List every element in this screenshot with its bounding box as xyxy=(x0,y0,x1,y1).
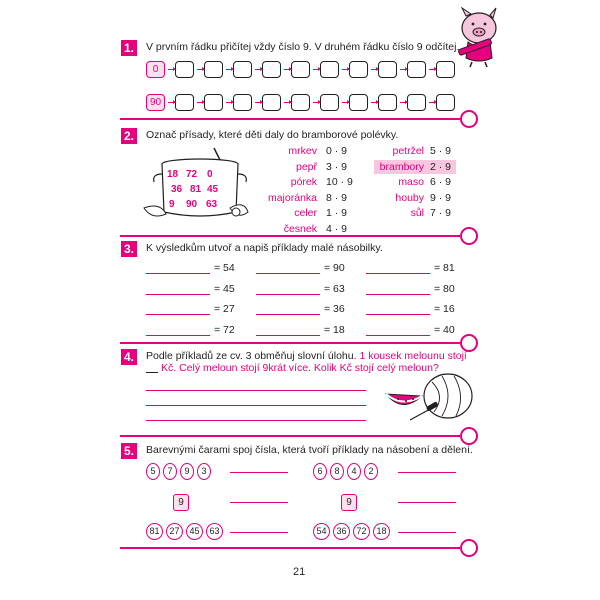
answer-line[interactable] xyxy=(230,502,288,503)
answer-box[interactable] xyxy=(349,61,368,78)
arrow-connector xyxy=(168,102,174,103)
answer-blank[interactable] xyxy=(146,314,210,315)
divider-ring xyxy=(460,227,478,245)
number-circle[interactable]: 6 xyxy=(313,463,327,480)
arrow-connector xyxy=(429,102,435,103)
task5-instruction: Barevnými čarami spoj čísla, která tvoří příklady na násobení a dělení. xyxy=(146,444,473,456)
number-circle[interactable]: 4 xyxy=(347,463,361,480)
answer-box[interactable] xyxy=(436,94,455,111)
number-circle[interactable]: 81 xyxy=(146,523,163,540)
answer-box[interactable] xyxy=(175,94,194,111)
ingredient-expr: 5 · 9 xyxy=(430,145,452,157)
arrow-connector xyxy=(255,69,261,70)
answer-box[interactable] xyxy=(262,94,281,111)
task4-line1 xyxy=(146,350,467,362)
arrow-connector xyxy=(342,102,348,103)
answer-blank[interactable] xyxy=(146,335,210,336)
result-value: = 27 xyxy=(214,303,235,315)
answer-line[interactable] xyxy=(398,532,456,533)
answer-box[interactable] xyxy=(378,61,397,78)
divider xyxy=(120,118,460,120)
answer-box[interactable] xyxy=(204,94,223,111)
arrow-connector xyxy=(313,102,319,103)
result-value: = 72 xyxy=(214,323,235,336)
arrow-connector xyxy=(284,69,290,70)
task4-line1-pink: 1 kousek melounu stojí xyxy=(359,350,467,362)
answer-blank[interactable] xyxy=(146,273,210,274)
number-circle[interactable]: 72 xyxy=(353,523,370,540)
ingredient-expr: 7 · 9 xyxy=(430,207,452,219)
ingredient-name[interactable]: pórek xyxy=(290,176,317,188)
arrow-connector xyxy=(284,102,290,103)
pot-number: 9 xyxy=(169,199,175,210)
answer-line[interactable] xyxy=(230,532,288,533)
answer-line[interactable] xyxy=(230,472,288,473)
number-circle[interactable]: 2 xyxy=(364,463,378,480)
answer-blank[interactable] xyxy=(256,314,320,315)
center-nine[interactable]: 9 xyxy=(173,494,189,511)
number-circle[interactable]: 18 xyxy=(373,523,390,540)
ingredient-expr: 10 · 9 xyxy=(326,176,353,188)
divider-ring xyxy=(460,110,478,128)
answer-blank[interactable] xyxy=(256,335,320,336)
result-value: = 90 xyxy=(324,262,345,274)
answer-box[interactable] xyxy=(407,61,426,78)
pot-number: 45 xyxy=(207,184,219,195)
answer-box[interactable] xyxy=(291,61,310,78)
pot-number: 81 xyxy=(190,184,202,195)
number-circle[interactable]: 8 xyxy=(330,463,344,480)
number-circle[interactable]: 36 xyxy=(333,523,350,540)
result-value: = 80 xyxy=(434,282,455,295)
arrow-connector xyxy=(371,69,377,70)
answer-box[interactable] xyxy=(175,61,194,78)
pot-number: 0 xyxy=(207,169,213,180)
ingredient-expr: 3 · 9 xyxy=(326,160,348,173)
ingredient-name[interactable]: mrkev xyxy=(288,145,317,157)
task3-instruction: K výsledkům utvoř a napiš příklady malé násobilky. xyxy=(146,242,383,254)
answer-blank[interactable] xyxy=(366,273,430,274)
pot-number: 36 xyxy=(171,184,183,195)
arrow-connector xyxy=(342,69,348,70)
answer-box[interactable] xyxy=(436,61,455,78)
divider-ring xyxy=(460,539,478,557)
ingredient-name[interactable]: majoránka xyxy=(267,191,317,204)
arrow-connector xyxy=(197,102,203,103)
arrow-connector xyxy=(226,102,232,103)
result-value: = 16 xyxy=(434,303,455,315)
watermelon-illustration xyxy=(380,368,475,423)
divider xyxy=(120,547,460,549)
answer-line[interactable] xyxy=(146,420,366,421)
answer-box[interactable] xyxy=(262,61,281,78)
task4-line2: Kč. Celý meloun stojí 9krát více. Kolik Kč stojí celý meloun? xyxy=(161,362,439,374)
answer-box[interactable] xyxy=(204,61,223,78)
task4-number: 4. xyxy=(121,349,137,365)
number-circle[interactable]: 45 xyxy=(186,523,203,540)
ingredient-expr: 0 · 9 xyxy=(326,145,348,157)
pot-number: 72 xyxy=(186,169,198,180)
task5-number: 5. xyxy=(121,443,137,459)
ingredient-expr: 1 · 9 xyxy=(326,207,348,219)
arrow-connector xyxy=(255,102,261,103)
row-start-box: 0 xyxy=(146,61,165,78)
ingredient-expr: 4 · 9 xyxy=(326,222,348,235)
answer-blank[interactable] xyxy=(256,273,320,274)
arrow-connector xyxy=(226,69,232,70)
number-circle[interactable]: 3 xyxy=(197,463,211,480)
result-value: = 54 xyxy=(214,262,235,274)
answer-line[interactable] xyxy=(398,472,456,473)
ingredient-name[interactable]: sůl xyxy=(410,207,424,219)
answer-box[interactable] xyxy=(320,61,339,78)
task4-line1-text: Podle příkladů ze cv. 3 obměňuj slovní úlohu. xyxy=(146,350,357,362)
ingredient-name[interactable]: houby xyxy=(395,191,424,204)
task2-number: 2. xyxy=(121,128,137,144)
ingredient-expr: 2 · 9 xyxy=(430,160,452,173)
task1-instruction: V prvním řádku přičítej vždy číslo 9. V druhém řádku číslo 9 odčítej. xyxy=(146,41,460,53)
answer-blank[interactable] xyxy=(366,294,430,295)
arrow-connector xyxy=(429,69,435,70)
ingredient-expr: 8 · 9 xyxy=(326,191,348,204)
number-circle[interactable]: 7 xyxy=(163,463,177,480)
task1-number: 1. xyxy=(121,40,137,56)
number-circle[interactable]: 9 xyxy=(180,463,194,480)
divider-ring xyxy=(460,427,478,445)
number-circle[interactable]: 27 xyxy=(166,523,183,540)
arrow-connector xyxy=(313,69,319,70)
task4-price-blank[interactable] xyxy=(146,372,158,373)
center-nine[interactable]: 9 xyxy=(341,494,357,511)
answer-box[interactable] xyxy=(349,94,368,111)
answer-line[interactable] xyxy=(146,405,366,406)
arrow-connector xyxy=(371,102,377,103)
answer-box[interactable] xyxy=(291,94,310,111)
page-number: 21 xyxy=(293,566,306,578)
pot-number: 18 xyxy=(167,169,179,180)
answer-blank[interactable] xyxy=(366,314,430,315)
divider xyxy=(120,435,460,437)
answer-blank[interactable] xyxy=(146,294,210,295)
answer-box[interactable] xyxy=(233,94,252,111)
answer-box[interactable] xyxy=(320,94,339,111)
answer-box[interactable] xyxy=(407,94,426,111)
result-value: = 18 xyxy=(324,323,345,336)
task3-number: 3. xyxy=(121,241,137,257)
number-circle[interactable]: 5 xyxy=(146,463,160,480)
answer-box[interactable] xyxy=(233,61,252,78)
ingredient-name[interactable]: brambory xyxy=(379,160,424,173)
arrow-connector xyxy=(168,69,174,70)
answer-line[interactable] xyxy=(398,502,456,503)
ingredient-name[interactable]: česnek xyxy=(283,222,317,235)
arrow-connector xyxy=(197,69,203,70)
result-value: = 36 xyxy=(324,303,345,315)
number-circle[interactable]: 63 xyxy=(206,523,223,540)
answer-box[interactable] xyxy=(378,94,397,111)
answer-line[interactable] xyxy=(146,390,366,391)
result-value: = 40 xyxy=(434,323,455,336)
pig-illustration xyxy=(452,6,507,68)
ingredient-expr: 6 · 9 xyxy=(430,176,452,188)
ingredient-name[interactable]: maso xyxy=(398,176,424,188)
ingredient-expr: 9 · 9 xyxy=(430,191,452,204)
arrow-connector xyxy=(400,102,406,103)
row-start-box: 90 xyxy=(146,94,165,111)
number-circle[interactable]: 54 xyxy=(313,523,330,540)
answer-blank[interactable] xyxy=(366,335,430,336)
divider xyxy=(120,235,460,237)
ingredient-name[interactable]: petržel xyxy=(392,145,424,157)
result-value: = 63 xyxy=(324,282,345,295)
result-value: = 45 xyxy=(214,282,235,295)
pot-number: 63 xyxy=(206,199,218,210)
ingredient-name[interactable]: pepř xyxy=(295,160,317,173)
answer-blank[interactable] xyxy=(256,294,320,295)
task2-instruction: Označ přísady, které děti daly do bramborové polévky. xyxy=(146,129,399,141)
result-value: = 81 xyxy=(434,262,455,274)
arrow-connector xyxy=(400,69,406,70)
divider xyxy=(120,342,460,344)
ingredient-name[interactable]: celer xyxy=(294,207,317,219)
pot-number: 90 xyxy=(186,199,198,210)
